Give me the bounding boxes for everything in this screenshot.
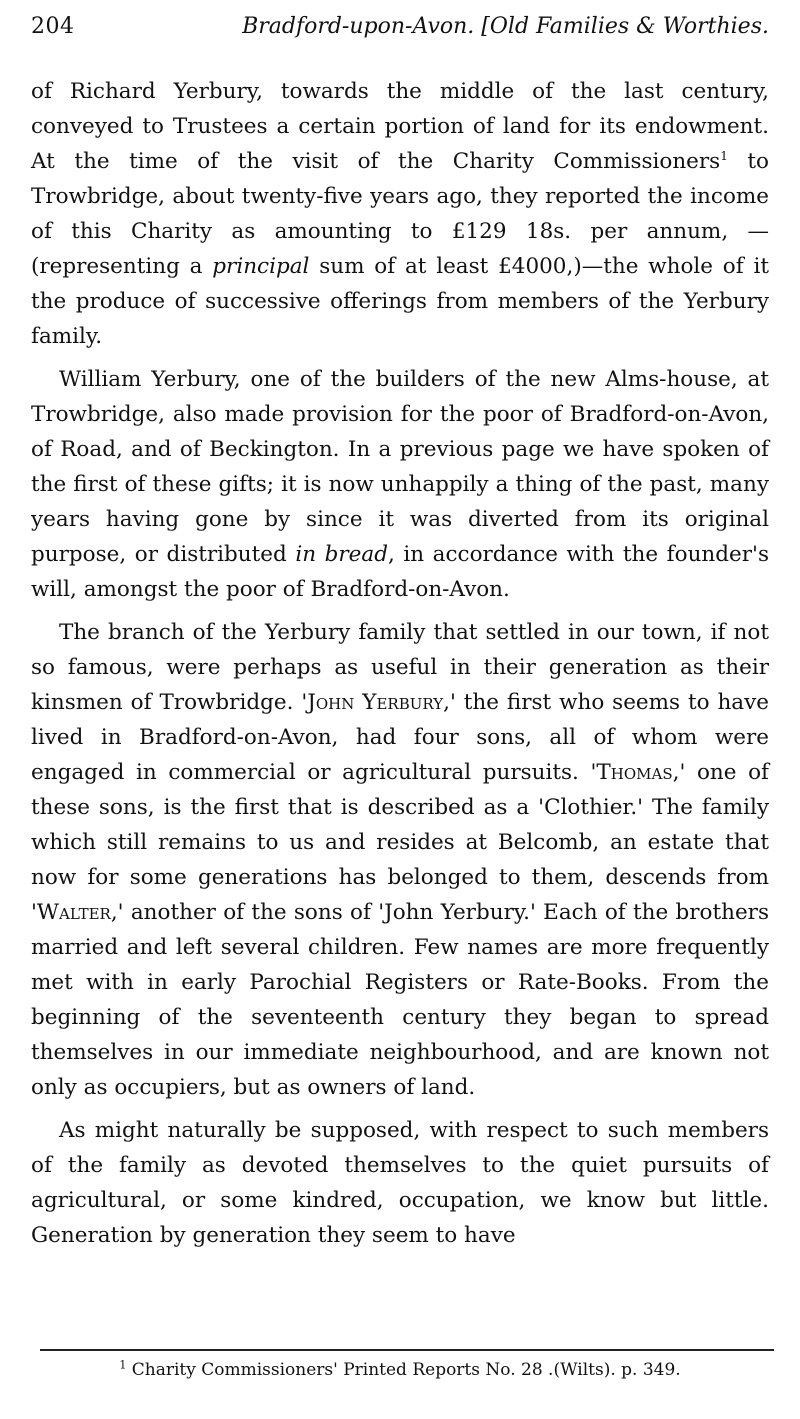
footnote-divider (40, 1349, 774, 1351)
page-number: 204 (31, 14, 75, 39)
paragraph-1-text-a: of Richard Yerbury, towards the middle of the last century, conveyed to Trustees a certain portion of land for its endowment. At the time of the visit of the Charity Commissioners (31, 79, 769, 174)
running-head: Bradford-upon-Avon. [Old Families & Worthies. (242, 14, 769, 39)
footnote-marker: 1 (119, 1358, 127, 1372)
footnote-text: Charity Commissioners' Printed Reports No. 28 .(Wilts). p. 349. (126, 1360, 681, 1380)
paragraph-2 (31, 362, 769, 607)
paragraph-1-text-c: sum of at least £4000,)—the whole of it the produce of successive offerings from members of the Yerbury family. (31, 254, 769, 349)
paragraph-3 (31, 615, 769, 1105)
page-header (31, 12, 769, 44)
paragraph-4-text: As might naturally be supposed, with respect to such members of the family as devoted themselves to the quiet pursuits of agricultural, or some kindred, occupation, we know but little. Generation by generation they seem to have (31, 1118, 769, 1248)
paragraph-3-text-d: ,' another of the sons of 'John Yerbury.' Each of the brothers married and left several children. Few names are more frequently met with in early Parochial Registers or Rate-Books. From the beginning of the seventeenth century they began to spread themselves in our immediate neighbourhood, and are known not only as occupiers, but as owners of land. (31, 900, 769, 1100)
paragraph-3-text-b: ,' the first who seems to have lived in Bradford-on-Avon, had four sons, all of whom were engaged in commercial or agricultural pursuits. ' (31, 690, 769, 785)
paragraph-1-text-b: to Trowbridge, about twenty-five years ago, they reported the income of this Charity as amounting to £129 18s. per annum, —(representing a (31, 149, 769, 279)
paragraph-2-text-b: , in accordance with the founder's will, amongst the poor of Bradford-on-Avon. (31, 542, 769, 602)
paragraph-3-text-c: ,' one of these sons, is the first that is described as a 'Clothier.' The family which still remains to us and resides at Belcomb, an estate that now for some generations has belonged to them, descends from ' (31, 760, 769, 925)
small-caps-john-yerbury: John Yerbury (307, 690, 444, 715)
small-caps-thomas: Thomas (596, 760, 673, 785)
italic-principal: principal (212, 254, 310, 279)
paragraph-3-text-a: The branch of the Yerbury family that settled in our town, if not so famous, were perhaps as useful in their generation as their kinsmen of Trowbridge. ' (31, 620, 769, 715)
paragraph-4 (31, 1113, 769, 1253)
paragraph-1 (31, 74, 769, 354)
italic-in-bread: in bread (295, 542, 388, 567)
small-caps-walter: Walter (36, 900, 111, 925)
paragraph-2-text-a: William Yerbury, one of the builders of the new Alms-house, at Trowbridge, also made provision for the poor of Bradford-on-Avon, of Road, and of Beckington. In a previous page we have spoken of the first of these gifts; it is now unhappily a thing of the past, many years having gone by since it was diverted from its original purpose, or distributed (31, 367, 769, 567)
footnote-reference: 1 (720, 148, 728, 163)
body-text (31, 74, 769, 1253)
footnote (0, 1356, 800, 1384)
